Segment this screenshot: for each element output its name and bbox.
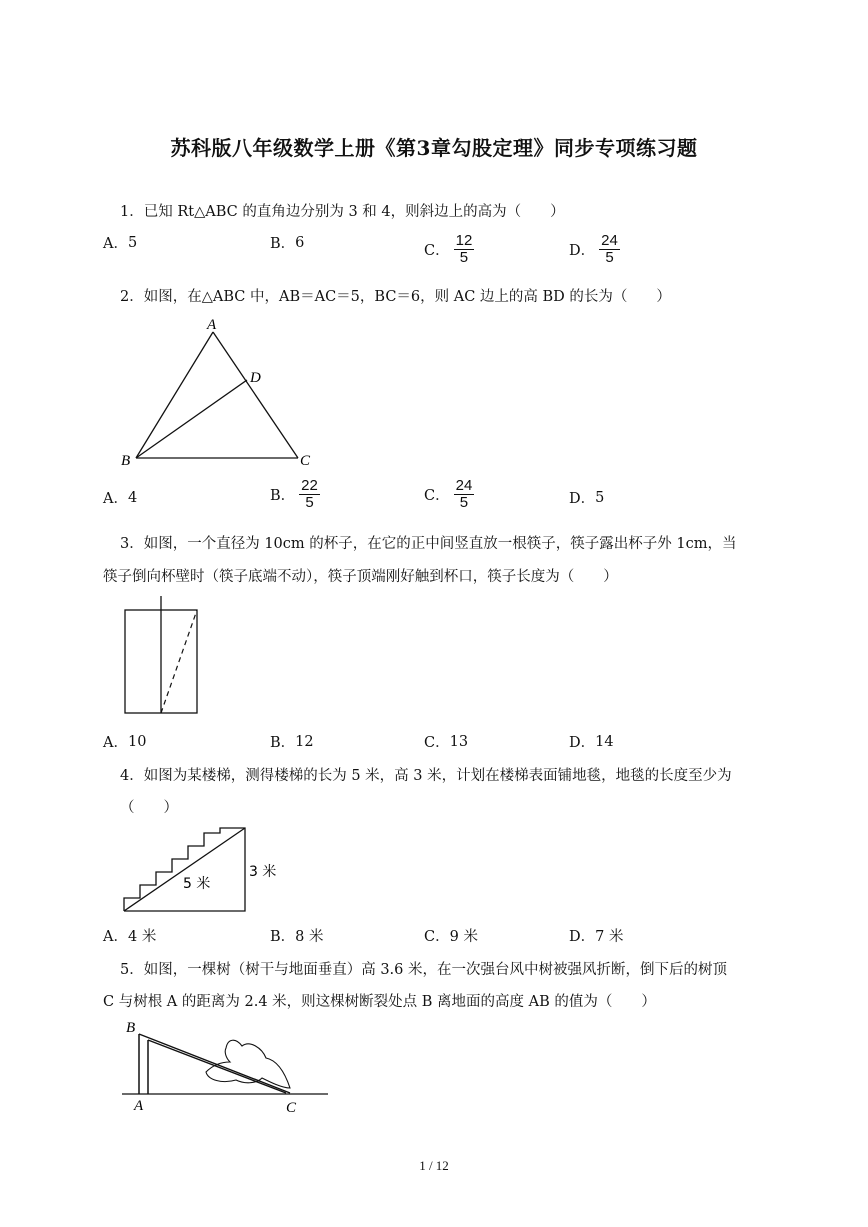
question-1-stem: 1．已知 Rt△ABC 的直角边分别为 3 和 4，则斜边上的高为（ ） <box>120 204 565 220</box>
option-label: B． <box>270 929 296 945</box>
option-value: 4 米 <box>127 929 157 945</box>
denominator: 5 <box>305 493 314 511</box>
option-value: 6 <box>295 234 305 251</box>
page-number: 1 / 12 <box>419 1158 449 1173</box>
question-2-stem: 2．如图，在△ABC 中，AB＝AC＝5，BC＝6，则 AC 边上的高 BD 的长为（ ） <box>120 289 671 305</box>
option-value: 13 <box>449 733 469 750</box>
option-value: 4 <box>127 489 138 506</box>
option-value: 8 米 <box>295 929 324 945</box>
option-label: A． <box>103 236 128 252</box>
label-d: D <box>250 370 261 386</box>
question-3-stem-line1: 3．如图，一个直径为 10cm 的杯子，在它的正中间竖直放一根筷子，筷子露出杯子外 1cm，当 <box>120 536 737 552</box>
question-3-stem-line2: 筷子倒向杯壁时（筷子底端不动），筷子顶端刚好触到杯口，筷子长度为（ ） <box>103 569 618 585</box>
option-value: 9 米 <box>449 929 478 945</box>
option-label: C． <box>424 487 450 504</box>
tree-crown <box>206 1040 290 1088</box>
denominator: 5 <box>605 248 614 266</box>
label-a: A <box>134 1098 144 1114</box>
option-label: A． <box>103 735 128 751</box>
option-label: C． <box>424 929 450 945</box>
option-label: D． <box>569 929 596 945</box>
fallen-top-edge <box>139 1034 290 1093</box>
question-4-stem-line2: （ ） <box>120 800 178 816</box>
numerator: 22 <box>301 477 318 494</box>
label-b: B <box>126 1020 136 1036</box>
option-value: 5 <box>595 489 605 506</box>
denominator: 5 <box>459 248 469 266</box>
label-a: A <box>207 317 217 333</box>
option-label: D． <box>569 491 596 507</box>
denominator: 5 <box>459 493 469 511</box>
numerator: 24 <box>455 477 473 494</box>
question-5-stem-line2: C 与树根 A 的距离为 2.4 米，则这棵树断裂处点 B 离地面的高度 AB 的值为（ ） <box>103 994 656 1010</box>
option-label: B． <box>270 735 296 751</box>
label-c: C <box>286 1100 297 1116</box>
option-value: 10 <box>127 733 147 750</box>
option-label: C． <box>424 242 450 259</box>
option-label: B． <box>270 236 296 252</box>
option-label: D． <box>569 735 596 751</box>
option-value: 12 <box>295 733 314 750</box>
numerator: 12 <box>455 232 473 249</box>
option-label: A． <box>103 491 128 507</box>
option-label: B． <box>270 487 296 504</box>
option-value: 14 <box>595 733 614 750</box>
option-label: D． <box>569 242 596 259</box>
option-value: 7 米 <box>595 929 624 945</box>
numerator: 24 <box>601 232 618 249</box>
document-title: 苏科版八年级数学上册《第3章勾股定理》同步专项练习题 <box>170 136 698 160</box>
option-label: C． <box>424 735 450 751</box>
question-5-stem-line1: 5．如图，一棵树（树干与地面垂直）高 3.6 米，在一次强台风中树被强风折断，倒下后的树顶 <box>120 962 727 978</box>
question-4-stem-line1: 4．如图为某楼梯，测得楼梯的长为 5 米，高 3 米，计划在楼梯表面铺地毯，地毯的长度至少为 <box>120 768 732 784</box>
option-value: 5 <box>127 234 138 251</box>
length-label: 5 米 <box>183 876 211 892</box>
label-c: C <box>300 453 311 469</box>
height-label: 3 米 <box>249 864 277 880</box>
fallen-bottom-edge <box>148 1040 286 1093</box>
option-label: A． <box>103 929 128 945</box>
label-b: B <box>121 453 131 469</box>
